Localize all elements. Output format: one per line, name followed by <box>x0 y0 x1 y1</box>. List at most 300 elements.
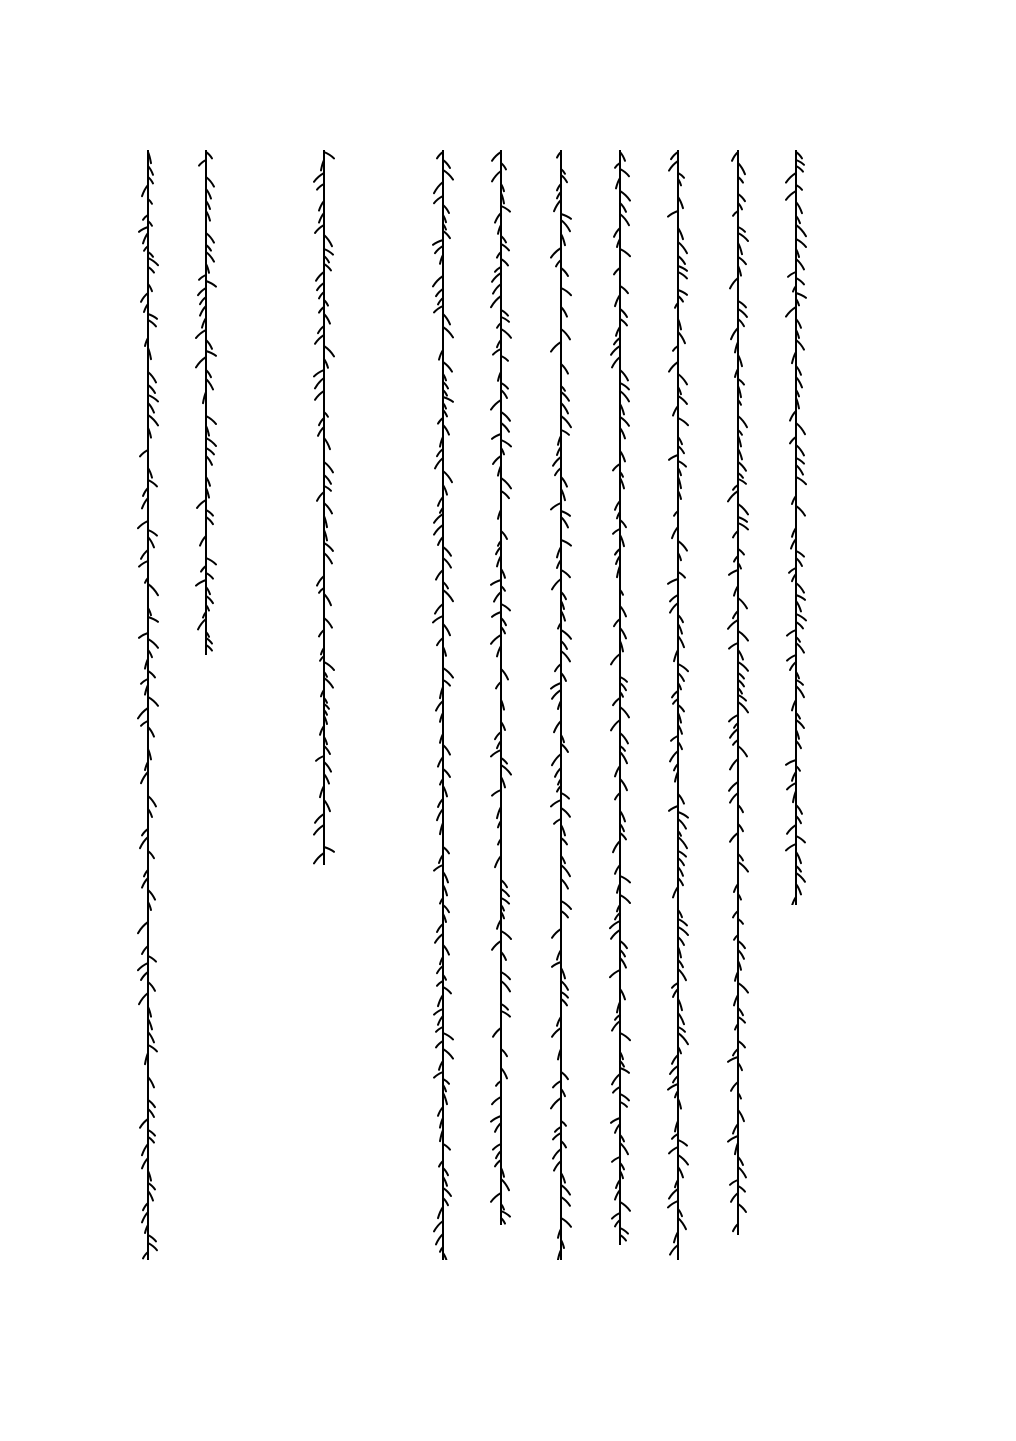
script-stroke <box>493 456 501 464</box>
script-stroke <box>206 233 214 243</box>
script-stroke <box>611 930 620 939</box>
script-stroke <box>620 1202 630 1211</box>
script-stroke <box>796 506 805 516</box>
script-stroke <box>561 540 571 546</box>
script-stroke <box>678 1027 685 1032</box>
script-stroke <box>148 1235 156 1241</box>
script-stroke <box>796 160 804 165</box>
script-stroke <box>141 772 148 783</box>
script-stroke <box>729 715 738 721</box>
script-stroke <box>553 1149 561 1159</box>
script-stroke <box>620 309 627 317</box>
script-stroke <box>148 314 157 319</box>
script-stroke <box>796 293 806 298</box>
script-stroke <box>434 865 443 871</box>
script-stroke <box>620 383 629 389</box>
script-stroke <box>738 1041 745 1047</box>
script-ink <box>313 150 335 865</box>
script-stroke <box>148 1100 155 1107</box>
script-stroke <box>492 171 501 181</box>
text-column-5 <box>550 150 572 1260</box>
script-stroke <box>738 1017 745 1023</box>
script-stroke <box>678 837 687 848</box>
script-stroke <box>199 275 206 280</box>
script-stroke <box>620 370 628 380</box>
script-stroke <box>796 458 804 464</box>
script-stroke <box>197 500 206 508</box>
script-stroke <box>611 1118 620 1123</box>
script-stroke <box>206 177 214 187</box>
script-stroke <box>443 547 451 556</box>
script-stroke <box>501 669 508 679</box>
script-stroke <box>491 635 501 644</box>
script-stroke <box>148 956 156 962</box>
script-stroke <box>206 351 216 356</box>
script-stroke <box>436 701 443 711</box>
script-stroke <box>551 1098 561 1108</box>
script-stroke <box>786 307 796 317</box>
script-stroke <box>314 853 324 863</box>
script-stroke <box>787 783 796 789</box>
script-stroke <box>206 379 213 389</box>
script-stroke <box>443 170 453 180</box>
script-stroke <box>738 416 747 427</box>
script-stroke <box>324 662 334 670</box>
script-stroke <box>620 169 629 176</box>
script-stroke <box>434 196 443 203</box>
script-stroke <box>491 400 501 410</box>
script-stroke <box>729 782 738 791</box>
script-stroke <box>501 478 511 488</box>
script-stroke <box>206 448 214 454</box>
script-stroke <box>324 618 332 628</box>
script-stroke <box>561 865 570 876</box>
script-stroke <box>551 800 561 806</box>
script-stroke <box>620 677 627 682</box>
script-stroke <box>730 729 738 738</box>
script-stroke <box>561 570 570 577</box>
script-stroke <box>443 1033 453 1039</box>
script-stroke <box>738 301 746 307</box>
script-ink <box>137 150 159 1260</box>
text-column-6 <box>490 150 512 1225</box>
script-stroke <box>198 619 206 629</box>
script-stroke <box>148 395 158 401</box>
script-stroke <box>796 259 804 269</box>
script-stroke <box>317 576 324 586</box>
script-stroke <box>561 220 570 231</box>
script-stroke <box>787 655 796 661</box>
script-stroke <box>787 630 796 636</box>
script-stroke <box>728 1136 738 1142</box>
script-stroke <box>611 654 620 664</box>
script-stroke <box>492 941 501 950</box>
script-stroke <box>324 847 334 852</box>
script-stroke <box>561 517 568 527</box>
script-stroke <box>324 346 334 356</box>
script-ink <box>785 150 807 905</box>
script-ink <box>609 150 631 1245</box>
script-stroke <box>561 1185 570 1195</box>
heading-column <box>313 150 335 865</box>
script-stroke <box>561 901 571 909</box>
script-stroke <box>669 1189 678 1199</box>
script-stroke <box>678 1218 686 1229</box>
script-stroke <box>796 477 806 484</box>
script-stroke <box>554 819 561 824</box>
script-stroke <box>148 671 155 677</box>
script-stroke <box>501 440 511 446</box>
script-stroke <box>789 568 796 573</box>
script-stroke <box>610 970 620 977</box>
script-stroke <box>668 1201 678 1207</box>
script-stroke <box>141 721 148 726</box>
script-stroke <box>501 898 509 904</box>
script-stroke <box>148 982 155 991</box>
script-stroke <box>435 934 443 943</box>
script-stroke <box>613 1087 620 1093</box>
script-stroke <box>678 374 687 384</box>
script-stroke <box>148 480 157 486</box>
script-stroke <box>678 664 688 671</box>
script-stroke <box>620 417 629 426</box>
script-stroke <box>620 1228 628 1234</box>
script-stroke <box>501 1011 510 1017</box>
script-stroke <box>433 276 443 286</box>
script-stroke <box>620 707 629 717</box>
script-stroke <box>554 200 561 211</box>
script-stroke <box>678 256 685 264</box>
script-stroke <box>738 662 748 671</box>
script-stroke <box>206 517 213 524</box>
script-stroke <box>139 561 148 567</box>
script-stroke <box>796 595 805 600</box>
script-stroke <box>611 346 620 355</box>
script-stroke <box>501 1004 508 1010</box>
script-stroke <box>315 378 324 388</box>
script-stroke <box>443 668 453 678</box>
script-stroke <box>561 1197 570 1206</box>
script-stroke <box>491 296 501 307</box>
script-stroke <box>501 356 508 361</box>
script-stroke <box>738 983 748 993</box>
script-stroke <box>796 686 804 697</box>
script-stroke <box>436 1041 443 1047</box>
script-stroke <box>501 412 510 421</box>
script-stroke <box>670 595 678 601</box>
script-stroke <box>551 683 561 689</box>
script-stroke <box>738 517 747 522</box>
script-stroke <box>551 248 561 258</box>
script-stroke <box>670 603 678 613</box>
script-stroke <box>324 475 331 484</box>
script-stroke <box>141 550 148 559</box>
script-stroke <box>561 268 568 276</box>
script-stroke <box>796 873 805 882</box>
script-stroke <box>501 423 509 432</box>
script-stroke <box>669 161 678 171</box>
script-stroke <box>738 462 746 471</box>
script-stroke <box>206 573 213 579</box>
script-stroke <box>613 698 620 705</box>
script-stroke <box>738 233 748 241</box>
script-stroke <box>443 160 450 168</box>
script-stroke <box>199 160 206 166</box>
script-stroke <box>492 612 501 617</box>
script-stroke <box>443 558 451 568</box>
script-stroke <box>501 259 508 265</box>
script-stroke <box>501 310 508 316</box>
script-stroke <box>492 790 501 796</box>
script-stroke <box>678 272 687 278</box>
script-stroke <box>561 329 570 339</box>
text-column-1 <box>785 150 807 905</box>
script-stroke <box>796 225 806 236</box>
script-stroke <box>324 762 331 772</box>
script-stroke <box>620 191 630 201</box>
script-stroke <box>669 1147 678 1153</box>
script-stroke <box>196 580 206 586</box>
script-stroke <box>434 525 443 535</box>
script-stroke <box>140 1119 148 1128</box>
script-stroke <box>678 266 687 271</box>
script-stroke <box>206 510 213 516</box>
script-stroke <box>668 579 678 584</box>
script-stroke <box>730 833 738 842</box>
script-stroke <box>612 1157 620 1162</box>
script-stroke <box>443 624 450 635</box>
script-stroke <box>501 981 510 991</box>
script-stroke <box>620 876 630 882</box>
script-stroke <box>314 173 324 182</box>
script-stroke <box>434 1221 443 1231</box>
script-stroke <box>139 227 148 232</box>
script-stroke <box>730 278 738 288</box>
script-stroke <box>620 1068 629 1073</box>
script-stroke <box>148 796 156 806</box>
script-stroke <box>554 721 561 732</box>
script-stroke <box>492 152 501 161</box>
script-stroke <box>669 362 678 372</box>
script-stroke <box>738 941 745 948</box>
text-column-2 <box>727 150 749 1235</box>
script-stroke <box>443 314 450 324</box>
script-stroke <box>678 919 687 925</box>
script-stroke <box>315 225 324 233</box>
script-stroke <box>493 1028 501 1037</box>
script-stroke <box>678 927 688 935</box>
script-ink <box>432 150 454 1260</box>
script-stroke <box>796 166 803 172</box>
script-stroke <box>671 736 678 741</box>
script-stroke <box>436 1234 443 1244</box>
script-stroke <box>324 486 331 491</box>
script-stroke <box>786 760 796 765</box>
script-stroke <box>620 941 627 948</box>
script-stroke <box>198 288 206 295</box>
script-stroke <box>443 471 452 482</box>
script-stroke <box>728 620 738 629</box>
script-stroke <box>315 335 324 344</box>
script-stroke <box>552 929 561 938</box>
script-stroke <box>491 750 501 756</box>
script-stroke <box>148 1045 157 1051</box>
script-stroke <box>738 631 748 641</box>
script-stroke <box>561 911 568 917</box>
script-stroke <box>610 921 620 928</box>
script-stroke <box>148 584 158 595</box>
script-stroke <box>443 769 450 777</box>
script-stroke <box>492 434 501 439</box>
script-stroke <box>324 249 333 255</box>
script-stroke <box>738 1186 745 1192</box>
script-stroke <box>436 289 443 296</box>
script-stroke <box>148 1130 155 1136</box>
script-stroke <box>728 1057 738 1062</box>
script-stroke <box>561 630 571 639</box>
script-stroke <box>796 239 806 247</box>
script-stroke <box>443 1144 450 1150</box>
text-column-4 <box>609 150 631 1245</box>
script-stroke <box>493 349 501 355</box>
script-stroke <box>561 793 569 799</box>
script-stroke <box>501 329 511 338</box>
script-stroke <box>551 342 561 352</box>
script-stroke <box>140 450 148 456</box>
script-stroke <box>443 590 453 601</box>
script-stroke <box>613 841 620 852</box>
script-stroke <box>493 284 501 294</box>
text-column-3 <box>667 150 689 1260</box>
script-stroke <box>620 752 627 763</box>
script-stroke <box>206 416 216 424</box>
script-stroke <box>620 249 630 256</box>
script-stroke <box>796 643 804 653</box>
script-stroke <box>738 479 746 484</box>
script-stroke <box>148 372 156 382</box>
script-stroke <box>138 963 148 970</box>
script-stroke <box>492 273 501 282</box>
script-stroke <box>141 293 148 302</box>
script-stroke <box>796 614 806 620</box>
script-stroke <box>738 702 748 712</box>
script-stroke <box>612 357 620 367</box>
script-stroke <box>206 252 214 262</box>
script-stroke <box>434 182 443 193</box>
script-stroke <box>316 272 324 281</box>
script-stroke <box>324 264 331 270</box>
script-stroke <box>787 825 796 834</box>
script-stroke <box>494 592 501 602</box>
script-stroke <box>141 679 148 684</box>
script-stroke <box>324 462 333 472</box>
script-stroke <box>788 272 796 277</box>
script-stroke <box>561 808 570 817</box>
script-stroke <box>738 194 745 201</box>
script-stroke <box>731 1082 738 1091</box>
script-stroke <box>561 981 568 990</box>
script-stroke <box>324 543 333 551</box>
script-stroke <box>554 1161 561 1171</box>
script-stroke <box>678 572 685 578</box>
script-stroke <box>148 415 158 425</box>
script-stroke <box>620 286 628 293</box>
script-stroke <box>434 514 443 523</box>
script-stroke <box>730 759 738 769</box>
script-stroke <box>324 235 332 246</box>
script-stroke <box>553 1133 561 1139</box>
script-stroke <box>148 617 158 622</box>
script-stroke <box>611 720 620 730</box>
script-stroke <box>670 751 678 761</box>
script-stroke <box>561 416 571 427</box>
script-stroke <box>730 793 738 803</box>
script-stroke <box>443 1049 453 1059</box>
script-stroke <box>796 465 803 475</box>
script-stroke <box>436 1027 443 1032</box>
script-stroke <box>552 1028 561 1037</box>
script-stroke <box>678 418 688 425</box>
script-stroke <box>620 1143 628 1154</box>
script-stroke <box>796 551 804 557</box>
script-stroke <box>678 461 686 467</box>
script-stroke <box>553 457 561 466</box>
script-stroke <box>561 364 568 374</box>
script-stroke <box>316 756 324 761</box>
script-stroke <box>678 396 687 404</box>
script-stroke <box>314 825 324 835</box>
script-stroke <box>434 1072 443 1078</box>
script-stroke <box>729 570 738 575</box>
script-stroke <box>314 370 324 376</box>
script-stroke <box>612 1021 620 1031</box>
script-stroke <box>501 1179 509 1190</box>
script-stroke <box>678 1140 687 1146</box>
script-stroke <box>738 695 746 701</box>
script-stroke <box>670 1245 678 1255</box>
script-stroke <box>501 1211 510 1217</box>
script-stroke <box>501 383 508 389</box>
script-stroke <box>435 458 443 468</box>
script-stroke <box>731 328 738 339</box>
script-stroke <box>738 746 747 756</box>
script-stroke <box>324 503 332 513</box>
script-stroke <box>435 604 443 614</box>
script-stroke <box>738 227 745 232</box>
script-stroke <box>491 1116 501 1122</box>
script-stroke <box>138 922 148 933</box>
script-stroke <box>678 332 685 343</box>
script-stroke <box>796 680 803 685</box>
script-stroke <box>669 455 678 460</box>
script-stroke <box>678 290 687 295</box>
script-stroke <box>148 385 155 393</box>
text-column-7 <box>432 150 454 1260</box>
script-stroke <box>443 987 451 993</box>
script-stroke <box>561 992 568 998</box>
script-stroke <box>678 1033 688 1044</box>
script-stroke <box>196 357 206 367</box>
text-column-8 <box>195 150 217 655</box>
script-stroke <box>443 1188 451 1196</box>
script-stroke <box>551 503 561 509</box>
script-stroke <box>138 521 148 528</box>
script-stroke <box>206 281 216 287</box>
script-stroke <box>728 491 738 501</box>
script-stroke <box>620 895 630 903</box>
script-ink <box>727 150 749 1235</box>
script-stroke <box>730 1180 738 1185</box>
